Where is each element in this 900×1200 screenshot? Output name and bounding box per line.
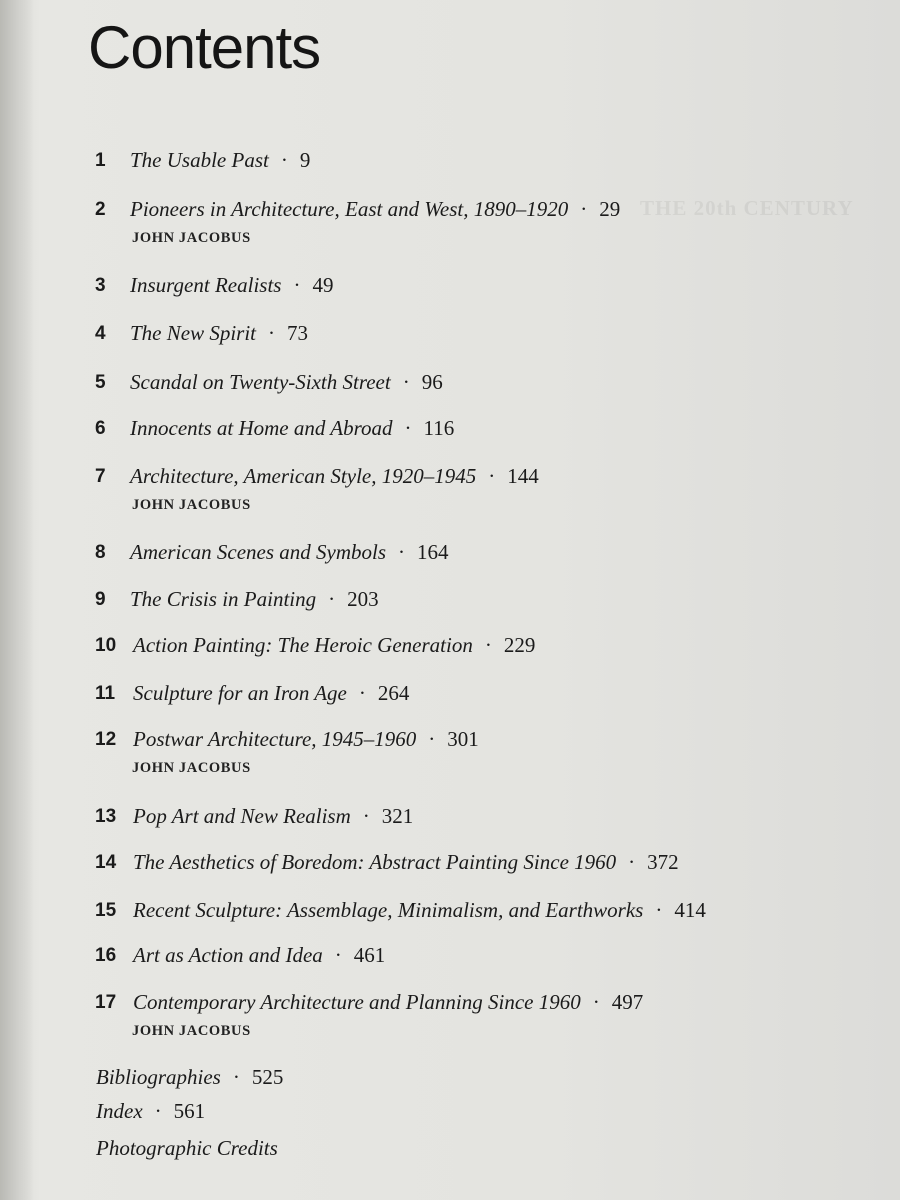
chapter-page-number: 264 — [377, 681, 410, 705]
chapter-page-number: 144 — [507, 464, 539, 488]
chapter-page-number: 49 — [312, 273, 334, 297]
separator-dot: · — [358, 681, 366, 705]
chapter-title: Action Painting: The Heroic Generation — [133, 633, 473, 657]
chapter-title: Art as Action and Idea — [133, 943, 323, 967]
chapter-author: JOHN JACOBUS — [132, 1023, 251, 1039]
chapter-title: Recent Sculpture: Assemblage, Minimalism, and Earthworks — [133, 898, 644, 922]
show-through-text: THE 20th CENTURY — [640, 196, 854, 220]
chapter-title: Pioneers in Architecture, East and West, 1890–1920 — [130, 197, 569, 221]
separator-dot: · — [334, 943, 342, 967]
chapter-entry — [133, 897, 706, 923]
chapter-entry — [133, 632, 535, 658]
chapter-title: The Usable Past — [130, 148, 269, 172]
chapter-number: 7 — [95, 466, 106, 487]
chapter-page-number: 96 — [421, 370, 443, 394]
chapter-number: 1 — [95, 150, 106, 171]
chapter-entry — [130, 463, 539, 489]
chapter-title: The Aesthetics of Boredom: Abstract Painting Since 1960 — [133, 850, 617, 874]
chapter-number: 16 — [95, 945, 117, 966]
separator-dot: · — [232, 1065, 240, 1089]
chapter-number: 9 — [95, 589, 106, 610]
separator-dot: · — [655, 898, 663, 922]
chapter-title: Pop Art and New Realism — [133, 804, 351, 828]
chapter-page-number: 203 — [347, 587, 379, 611]
chapter-entry — [133, 680, 409, 706]
chapter-title: Postwar Architecture, 1945–1960 — [133, 727, 417, 751]
chapter-page-number: 497 — [611, 990, 644, 1014]
chapter-entry — [133, 849, 679, 875]
chapter-title: The New Spirit — [130, 321, 257, 345]
separator-dot: · — [628, 850, 636, 874]
back-matter-entry — [96, 1098, 205, 1124]
chapter-title: American Scenes and Symbols — [130, 540, 387, 564]
back-matter-title: Index — [96, 1099, 143, 1123]
chapter-number: 15 — [95, 900, 117, 921]
chapter-number: 12 — [95, 729, 117, 750]
chapter-number: 2 — [95, 199, 106, 220]
chapter-entry — [133, 942, 385, 968]
chapter-number: 10 — [95, 635, 117, 656]
back-matter-page-number: 561 — [173, 1099, 206, 1123]
chapter-page-number: 229 — [503, 633, 536, 657]
gutter-shadow — [0, 0, 34, 1200]
chapter-entry — [130, 196, 620, 222]
chapter-number: 4 — [95, 323, 106, 344]
chapter-number: 13 — [95, 806, 117, 827]
chapter-title: Sculpture for an Iron Age — [133, 681, 347, 705]
separator-dot: · — [402, 370, 410, 394]
chapter-entry — [130, 539, 449, 565]
back-matter-title: Photographic Credits — [96, 1136, 278, 1160]
chapter-title: Scandal on Twenty-Sixth Street — [130, 370, 391, 394]
separator-dot: · — [154, 1099, 162, 1123]
chapter-page-number: 414 — [674, 898, 706, 922]
chapter-title: Innocents at Home and Abroad — [130, 416, 393, 440]
back-matter-entry — [96, 1064, 283, 1090]
chapter-entry — [133, 726, 479, 752]
chapter-title: The Crisis in Painting — [130, 587, 317, 611]
separator-dot: · — [428, 727, 436, 751]
separator-dot: · — [404, 416, 412, 440]
separator-dot: · — [328, 587, 336, 611]
chapter-number: 3 — [95, 275, 106, 296]
chapter-page-number: 73 — [287, 321, 309, 345]
chapter-page-number: 116 — [423, 416, 455, 440]
chapter-author: JOHN JACOBUS — [132, 497, 251, 513]
chapter-number: 17 — [95, 992, 117, 1013]
chapter-page-number: 29 — [599, 197, 621, 221]
chapter-number: 11 — [95, 683, 116, 704]
chapter-entry — [130, 147, 310, 173]
separator-dot: · — [280, 148, 288, 172]
chapter-entry — [130, 272, 333, 298]
chapter-author: JOHN JACOBUS — [132, 760, 251, 776]
chapter-entry — [133, 989, 643, 1015]
separator-dot: · — [362, 804, 370, 828]
chapter-title: Contemporary Architecture and Planning Since 1960 — [133, 990, 581, 1014]
chapter-page-number: 321 — [381, 804, 414, 828]
separator-dot: · — [488, 464, 496, 488]
chapter-title: Insurgent Realists — [130, 273, 282, 297]
chapter-entry — [133, 803, 413, 829]
chapter-number: 14 — [95, 852, 117, 873]
chapter-page-number: 301 — [447, 727, 479, 751]
chapter-page-number: 372 — [647, 850, 679, 874]
separator-dot: · — [398, 540, 406, 564]
separator-dot: · — [268, 321, 276, 345]
chapter-page-number: 164 — [417, 540, 449, 564]
chapter-title: Architecture, American Style, 1920–1945 — [130, 464, 477, 488]
back-matter-entry — [96, 1135, 278, 1161]
chapter-entry — [130, 586, 379, 612]
separator-dot: · — [293, 273, 301, 297]
chapter-number: 8 — [95, 542, 106, 563]
chapter-author: JOHN JACOBUS — [132, 230, 251, 246]
separator-dot: · — [580, 197, 588, 221]
chapter-page-number: 461 — [353, 943, 386, 967]
chapter-number: 6 — [95, 418, 106, 439]
back-matter-title: Bibliographies — [96, 1065, 221, 1089]
back-matter-page-number: 525 — [251, 1065, 284, 1089]
page-title: Contents — [88, 14, 321, 81]
separator-dot: · — [592, 990, 600, 1014]
chapter-entry — [130, 320, 308, 346]
chapter-entry — [130, 369, 443, 395]
separator-dot: · — [484, 633, 492, 657]
chapter-page-number: 9 — [299, 148, 311, 172]
chapter-number: 5 — [95, 372, 106, 393]
chapter-entry — [130, 415, 454, 441]
